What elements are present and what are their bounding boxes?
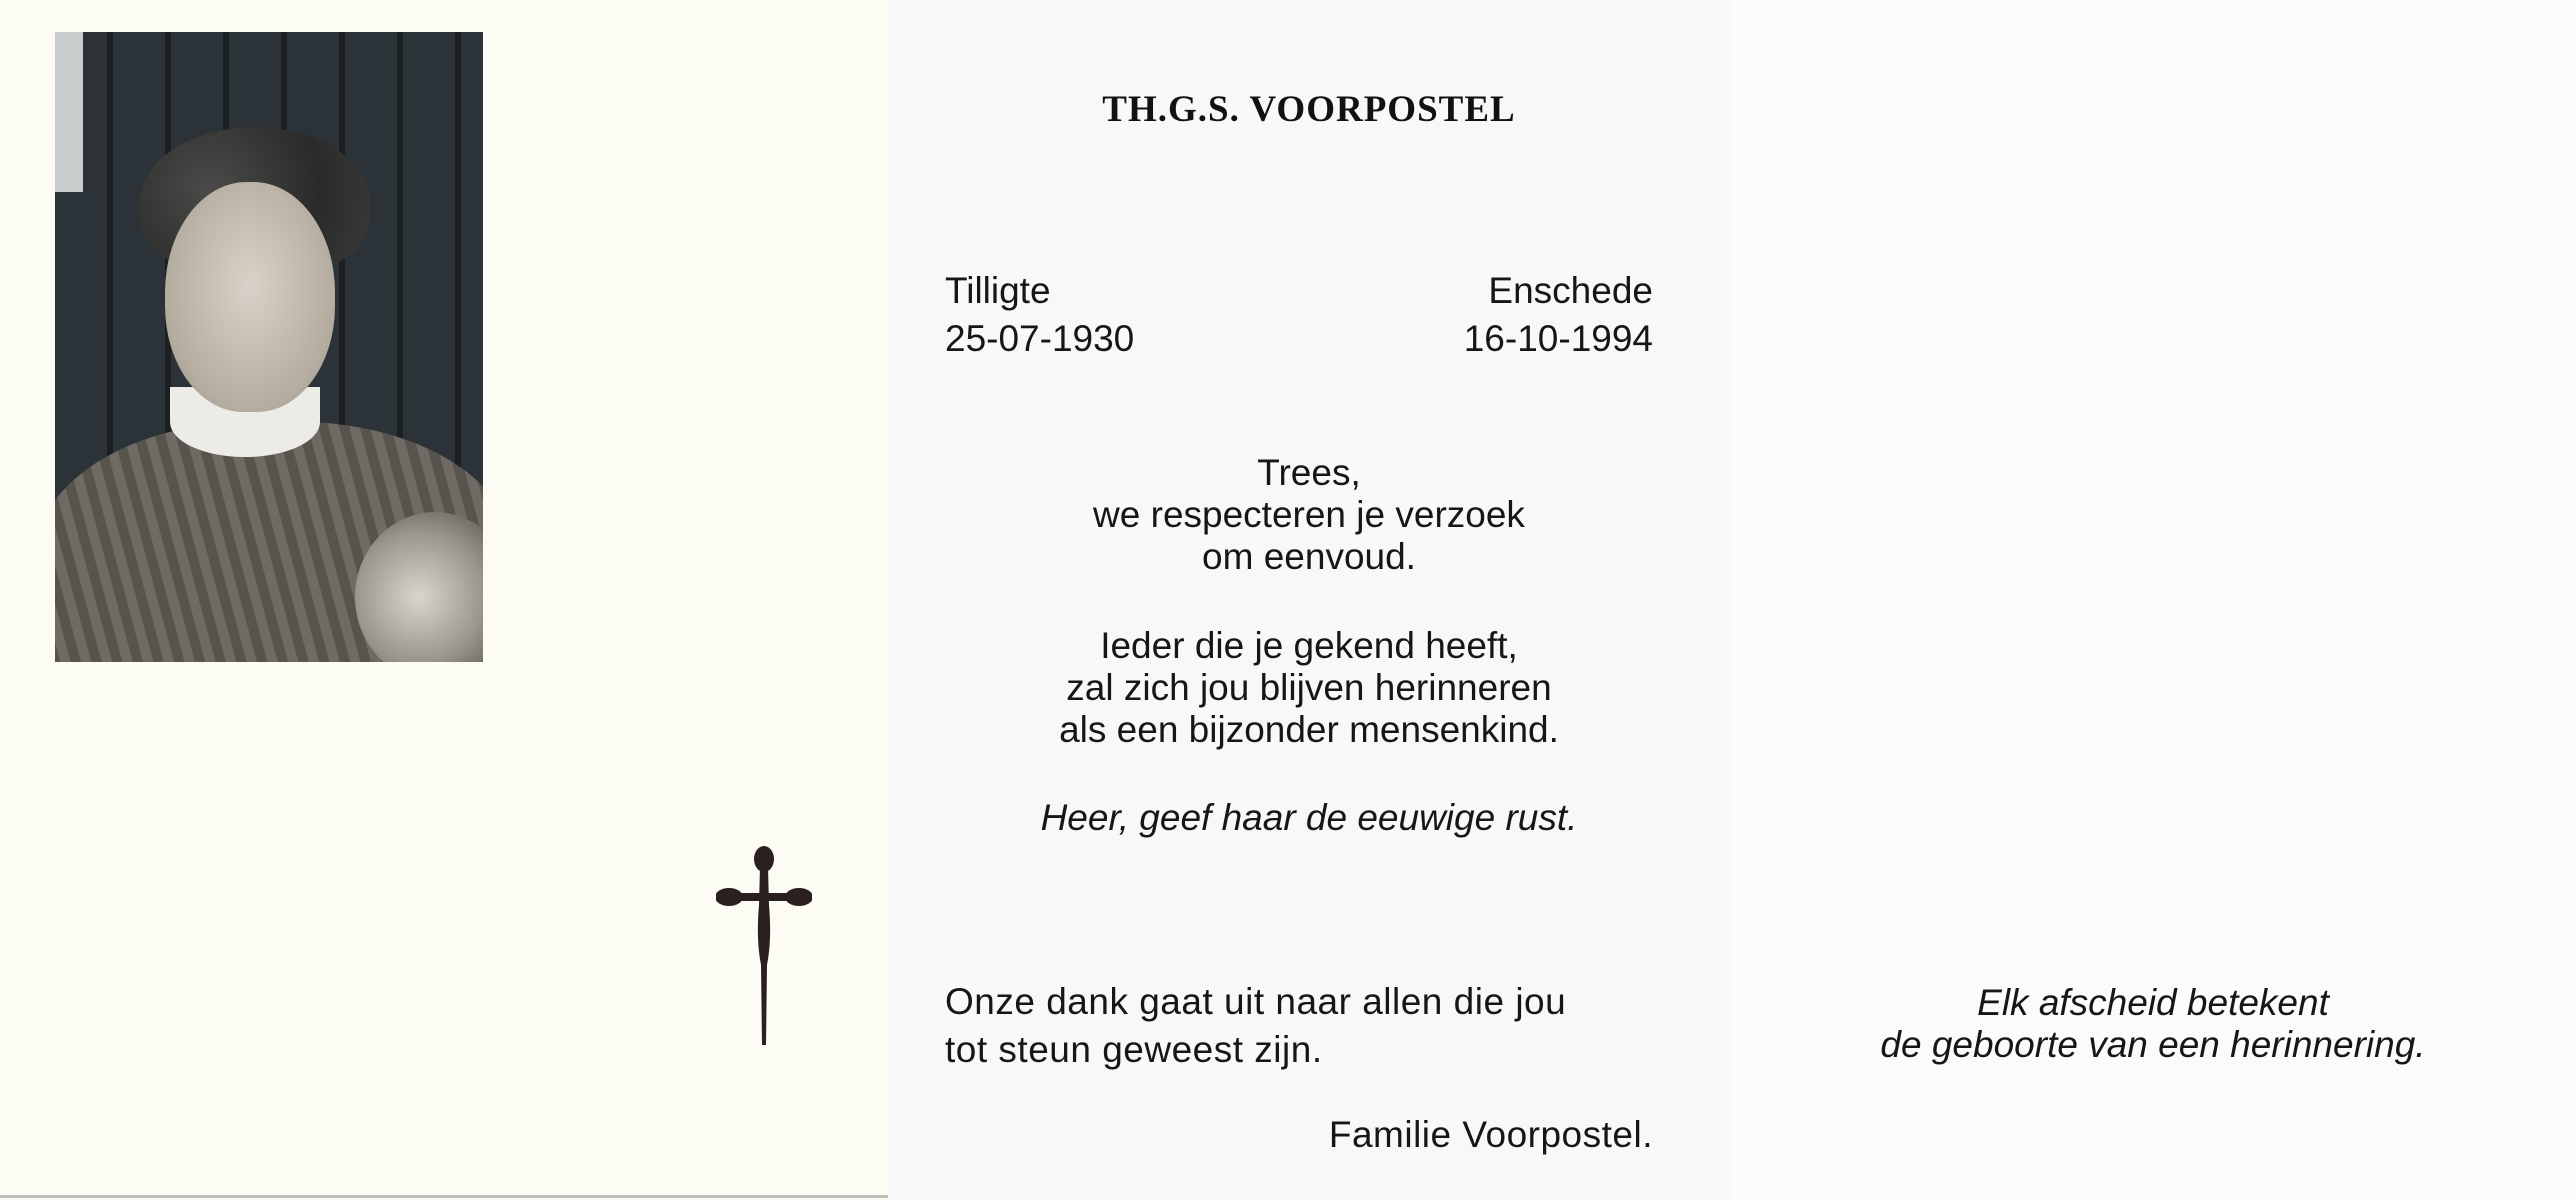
thanks-line: Onze dank gaat uit naar allen die jou bbox=[945, 981, 1567, 1022]
verse-one-line: we respecteren je verzoek bbox=[1093, 494, 1525, 535]
saying-line: de geboorte van een herinnering. bbox=[1880, 1024, 2426, 1065]
photo-face bbox=[165, 182, 335, 412]
photo-door-light bbox=[55, 32, 83, 192]
deceased-name: TH.G.S. VOORPOSTEL bbox=[1102, 89, 1516, 130]
verse-one bbox=[888, 452, 1730, 578]
verse-one-line: Trees, bbox=[1257, 452, 1361, 493]
left-panel bbox=[0, 0, 888, 1198]
verse-two-line: Ieder die je gekend heeft, bbox=[1100, 625, 1518, 666]
portrait-photo bbox=[55, 32, 483, 662]
verse-two-line: als een bijzonder mensenkind. bbox=[1059, 709, 1559, 750]
family-signature: Familie Voorpostel. bbox=[1328, 1114, 1653, 1155]
verse-two bbox=[888, 625, 1730, 751]
cross-icon bbox=[716, 845, 812, 1045]
thanks-text bbox=[945, 978, 1566, 1074]
death-place: Enschede bbox=[1488, 270, 1653, 311]
birth-place: Tilligte bbox=[945, 270, 1051, 311]
verse-two-line: zal zich jou blijven herinneren bbox=[1066, 667, 1552, 708]
verse-one-line: om eenvoud. bbox=[1202, 536, 1416, 577]
prayer-line: Heer, geef haar de eeuwige rust. bbox=[1040, 797, 1578, 838]
birth-date: 25-07-1930 bbox=[945, 318, 1135, 359]
thanks-line: tot steun geweest zijn. bbox=[945, 1029, 1323, 1070]
closing-saying bbox=[1730, 982, 2576, 1066]
death-date: 16-10-1994 bbox=[1463, 318, 1653, 359]
saying-line: Elk afscheid betekent bbox=[1977, 982, 2329, 1023]
